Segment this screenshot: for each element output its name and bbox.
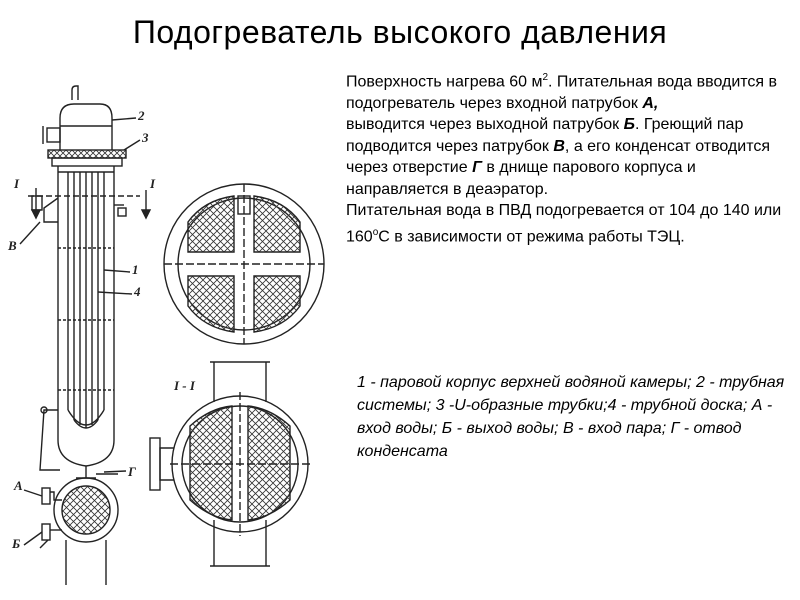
slide-title: Подогреватель высокого давления	[132, 14, 668, 50]
label-2: 2	[138, 108, 145, 123]
label-section-mark-left: I	[14, 176, 20, 191]
tube-sheet-plan-view	[164, 184, 324, 344]
label-A: А	[14, 478, 23, 493]
description-paragraph-2: выводится через выходной патрубок Б. Греющий пар подводится через патрубок В, а его конденсат отводится через отверстие Г в днище парового корпуса и направляется в деаэратор.	[346, 116, 771, 198]
label-section-mark-right: I	[150, 176, 156, 191]
label-1: 1	[132, 262, 139, 277]
label-B: Б	[12, 536, 21, 551]
label-V: В	[8, 238, 17, 253]
label-4: 4	[134, 284, 141, 299]
heater-side-view	[20, 86, 150, 585]
label-G: Г	[128, 464, 136, 479]
description-paragraph-1: Поверхность нагрева 60 $м^2$. Питательная вода вводится в подогреватель через входной патрубок А,	[346, 72, 778, 112]
label-3: 3	[142, 130, 149, 145]
label-section-I-I: I - I	[174, 378, 195, 393]
legend-text: 1 - паровой корпус верхней водяной камеры; 2 - трубная системы; 3 -U-образные трубки;4 - трубной доска; А - вход воды; Б - выход воды; В - вход пара; Г - отвод конденсата	[357, 374, 785, 460]
description-paragraph-3: Питательная вода в ПВД подогревается от 104 до 140 или $160^оС$ в зависимости от режима работы ТЭЦ.	[346, 202, 782, 246]
